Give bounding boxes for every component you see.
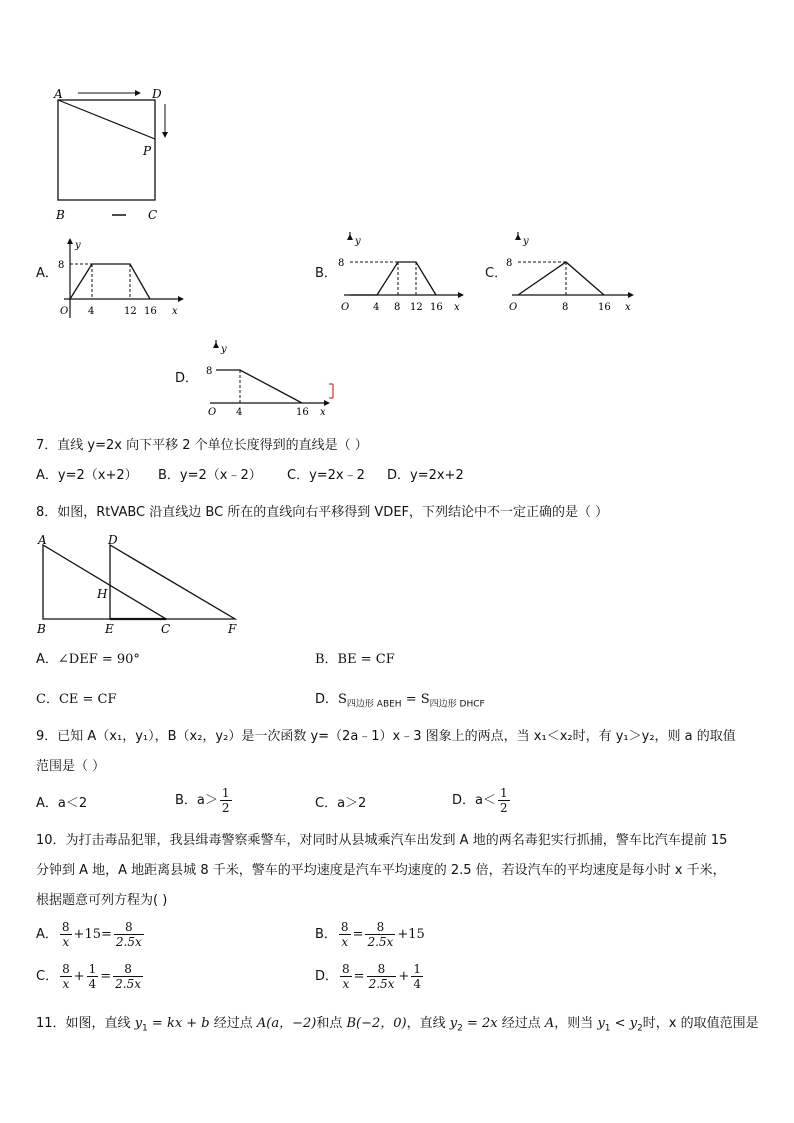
label-p: P [143,144,152,158]
q10-stem-line3: 根据题意可列方程为( ) [36,893,168,908]
arrow-ad-head [135,90,141,96]
q9-option-b[interactable]: B．a＞ $\frac{1}{2}$ [175,786,230,815]
q10-stem-line1: 10．为打击毒品犯罪，我县缉毒警察乘警车，对同时从县城乘汽车出发到 A 地的两名毒犯实行抓捕，警车比汽车提前 15 [36,833,728,848]
svg-text:12: 12 [410,302,423,313]
q6-option-c-label: C． [485,266,508,281]
q7-option-b[interactable]: B．y=2（x﹣2） [158,468,262,483]
svg-text:4: 4 [236,407,243,418]
segment-ap [58,100,155,139]
q7-stem: 7．直线 y=2x 向下平移 2 个单位长度得到的直线是（ ） [36,438,368,453]
svg-text:y: y [221,344,227,355]
svg-text:C: C [161,622,171,636]
label-b: B [56,208,65,222]
svg-text:x: x [625,302,631,313]
triangle-abc [43,545,166,619]
svg-text:y: y [355,236,361,247]
svg-text:8: 8 [506,258,513,269]
svg-text:x: x [454,302,460,313]
svg-text:16: 16 [144,306,157,317]
q7-option-d[interactable]: D．y=2x+2 [387,468,464,483]
graph-d [198,340,348,420]
svg-text:8: 8 [206,366,213,377]
label-c: C [148,208,158,222]
svg-text:8: 8 [338,258,345,269]
square-figure [40,82,200,232]
q9-stem-line1: 9．已知 A（x₁，y₁），B（x₂，y₂）是一次函数 y=（2a﹣1）x﹣3 图象上的两点，当 x₁＜x₂时，有 y₁＞y₂，则 a 的取值 [36,729,736,744]
q8-option-a[interactable]: A．∠DEF = 90° [36,652,140,667]
svg-text:O: O [60,306,69,317]
q6-option-d-label: D． [175,371,199,386]
svg-text:H: H [97,587,108,601]
svg-text:8: 8 [562,302,569,313]
q6-option-b-label: B． [315,266,337,281]
svg-text:16: 16 [296,407,309,418]
graph-c-line [518,262,604,295]
arrow-dp-head [162,132,168,138]
q10-option-d[interactable]: D． $\frac{8}{x}$ = $\frac{8}{2.5x}$ + $\frac{1}{4}$ [315,962,421,991]
svg-text:4: 4 [373,302,380,313]
svg-text:A: A [38,533,47,547]
label-a: A [54,87,63,101]
svg-text:8: 8 [394,302,401,313]
q8-option-b[interactable]: B．BE = CF [315,652,395,667]
svg-text:4: 4 [88,306,95,317]
graph-b [332,232,467,322]
q8-option-c[interactable]: C．CE = CF [36,692,117,707]
graph-a-line [70,264,150,299]
svg-text:D: D [108,533,118,547]
q10-option-c[interactable]: C． $\frac{8}{x}$ + $\frac{1}{4}$ = $\frac{8}{2.5x}$ [36,962,142,991]
svg-text:16: 16 [430,302,443,313]
svg-text:F: F [228,622,237,636]
label-d: D [152,87,162,101]
svg-text:x: x [172,306,178,317]
svg-text:B: B [37,622,46,636]
graph-a [52,236,187,326]
svg-text:16: 16 [598,302,611,313]
svg-text:y: y [523,236,529,247]
q8-option-d[interactable]: D．$S_{四边形 ABEH} = S_{四边形 DHCF}$ [315,692,485,710]
q9-option-c[interactable]: C．a＞2 [315,796,367,811]
q6-option-a-label: A． [36,266,58,281]
svg-text:O: O [509,302,518,313]
svg-text:y: y [75,240,81,251]
q11-stem: 11．如图，直线 $y_1$ = kx + b 经过点 A(a，−2)和点 B(−2，0)，直线 $y_2 = 2x$ 经过点 A，则当 $y_1 < y_2$时，x 的取值范围是 [36,1016,759,1034]
q9-option-a[interactable]: A．a＜2 [36,796,88,811]
q8-triangle-figure [30,533,250,638]
q10-stem-line2: 分钟到 A 地，A 地距离县城 8 千米，警车的平均速度是汽车平均速度的 2.5 倍，若设汽车的平均速度是每小时 x 千米， [36,863,726,878]
svg-text:8: 8 [58,260,65,271]
triangle-def [110,545,235,619]
q10-option-b[interactable]: B． $\frac{8}{x}$ = $\frac{8}{2.5x}$ +15 [315,920,425,949]
graph-c [500,232,645,322]
q7-option-c[interactable]: C．y=2x﹣2 [287,468,365,483]
q9-stem-line2: 范围是（ ） [36,759,106,774]
svg-text:12: 12 [124,306,137,317]
q8-stem: 8．如图，RtVABC 沿直线边 BC 所在的直线向右平移得到 VDEF，下列结论中不一定正确的是（ ） [36,505,609,520]
graph-b-line [350,262,436,295]
svg-text:O: O [208,407,217,418]
q10-option-a[interactable]: A． $\frac{8}{x}$ +15= $\frac{8}{2.5x}$ [36,920,142,949]
svg-text:x: x [320,407,326,418]
q7-option-a[interactable]: A．y=2（x+2） [36,468,138,483]
square-abcd [58,100,155,200]
svg-text:O: O [341,302,350,313]
graph-d-line [216,370,302,403]
q9-option-d[interactable]: D．a＜ $\frac{1}{2}$ [452,786,508,815]
svg-text:E: E [105,622,114,636]
